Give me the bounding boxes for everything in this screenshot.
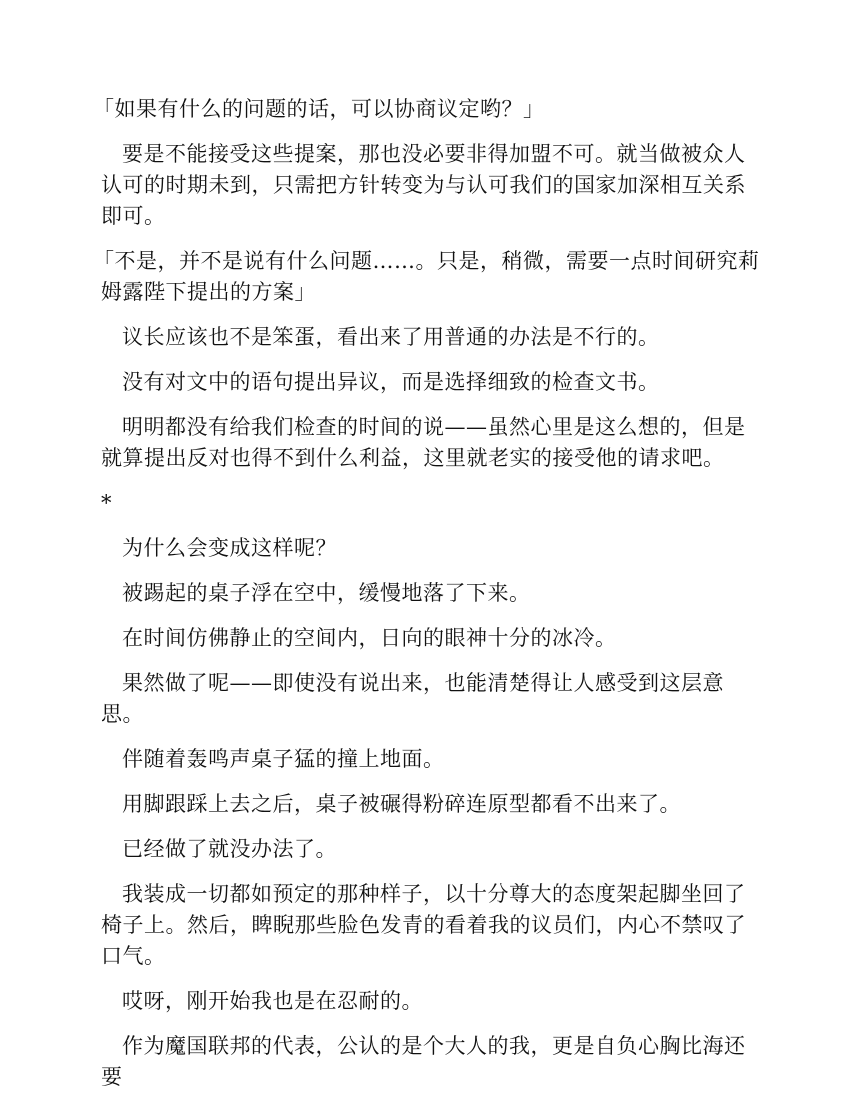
narration-paragraph: 明明都没有给我们检查的时间的说——虽然心里是这么想的，但是就算提出反对也得不到什么利益，这里就老实的接受他的请求吧。	[101, 415, 746, 470]
narration-paragraph: 作为魔国联邦的代表，公认的是个大人的我，更是自负心胸比海还要	[101, 1034, 746, 1089]
narration-paragraph: 议长应该也不是笨蛋，看出来了用普通的办法是不行的。	[122, 325, 660, 349]
narration-paragraph: 已经做了就没办法了。	[122, 837, 337, 861]
narration-paragraph: 用脚跟踩上去之后，桌子被碾得粉碎连原型都看不出来了。	[122, 792, 681, 816]
document-page	[93, 94, 761, 1107]
narration-paragraph: 我装成一切都如预定的那种样子，以十分尊大的态度架起脚坐回了椅子上。然后，睥睨那些脸色发青的看着我的议员们，内心不禁叹了口气。	[101, 882, 746, 968]
narration-paragraph: 伴随着轰鸣声桌子猛的撞上地面。	[122, 747, 445, 771]
narration-paragraph: 要是不能接受这些提案，那也没必要非得加盟不可。就当做被众人认可的时期未到，只需把方针转变为与认可我们的国家加深相互关系即可。	[101, 142, 746, 228]
narration-paragraph: 没有对文中的语句提出异议，而是选择细致的检查文书。	[122, 370, 660, 394]
dialogue-paragraph: 「不是，并不是说有什么问题……。只是，稍微，需要一点时间研究莉姆露陛下提出的方案」	[93, 249, 760, 304]
narration-paragraph: 在时间仿佛静止的空间内，日向的眼神十分的冰冷。	[122, 626, 617, 650]
scene-separator: *	[101, 491, 112, 515]
dialogue-paragraph: 「如果有什么的问题的话，可以协商议定哟？」	[93, 97, 545, 121]
narration-paragraph: 被踢起的桌子浮在空中，缓慢地落了下来。	[122, 581, 531, 605]
narration-paragraph: 果然做了呢——即使没有说出来，也能清楚得让人感受到这层意思。	[101, 671, 724, 726]
narration-paragraph: 为什么会变成这样呢？	[122, 536, 337, 560]
narration-paragraph: 哎呀，刚开始我也是在忍耐的。	[122, 989, 423, 1013]
